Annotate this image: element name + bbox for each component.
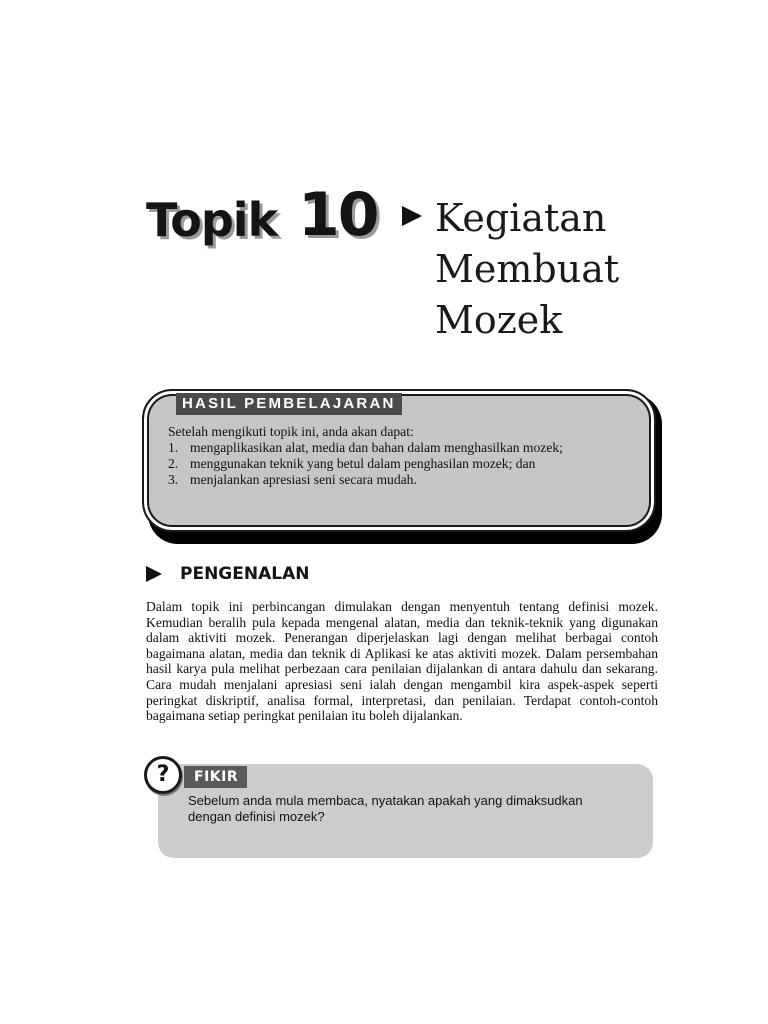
think-text-line: dengan definisi mozek? <box>188 808 325 824</box>
topic-number: 10 <box>298 180 378 250</box>
topic-title <box>435 193 735 346</box>
topic-title-line: Kegiatan <box>435 196 607 240</box>
outcomes-label: HASIL PEMBELAJARAN <box>176 393 402 415</box>
think-text-line: Sebelum anda mula membaca, nyatakan apakah yang dimaksudkan <box>188 793 583 808</box>
play-arrow-icon <box>402 206 422 226</box>
outcomes-intro <box>168 424 638 440</box>
outcome-number: 1. <box>168 440 179 455</box>
topic-title-line: Mozek <box>435 298 563 342</box>
outcomes-intro-text: Setelah mengikuti topik ini, anda akan dapat: <box>168 424 414 439</box>
section-title: PENGENALAN <box>180 564 310 584</box>
intro-paragraph: Dalam topik ini perbincangan dimulakan dengan menyentuh tentang definisi mozek. Kemudian beralih pula kepada mengenal alatan, media dan teknik-teknik yang digunakan dalam aktiviti mozek. Penerangan diperjelaskan lagi dengan melihat berbagai contoh bagaimana alatan, media dan teknik di Aplikasi ke atas aktiviti mozek. Dalam persembahan hasil karya pula melihat perbezaan cara penilaian dijalankan di antara dahulu dan sekarang. Cara mudah menjalani apresiasi seni ialah dengan mengambil kira aspek-aspek seperti peringkat diskriptif, analisa formal, interpretasi, dan penilaian. Terdapat contoh-contoh bagaimana setiap peringkat penilaian itu boleh dijalankan. <box>146 599 658 724</box>
topic-title-line: Membuat <box>435 247 620 291</box>
outcome-item <box>168 456 638 472</box>
topic-word: Topik <box>146 193 278 247</box>
question-icon: ? <box>144 756 182 794</box>
outcome-item <box>168 472 638 488</box>
think-label: FIKIR <box>184 766 247 788</box>
outcome-item <box>168 440 638 456</box>
outcome-text: mengaplikasikan alat, media dan bahan dalam menghasilkan mozek; <box>190 440 563 455</box>
outcome-number: 3. <box>168 472 179 487</box>
outcome-number: 2. <box>168 456 179 471</box>
outcomes-content <box>168 424 638 488</box>
outcome-text: menjalankan apresiasi seni secara mudah. <box>190 472 417 487</box>
outcome-text: menggunakan teknik yang betul dalam penghasilan mozek; dan <box>190 456 536 471</box>
section-arrow-icon <box>146 566 162 582</box>
think-text <box>188 793 638 824</box>
